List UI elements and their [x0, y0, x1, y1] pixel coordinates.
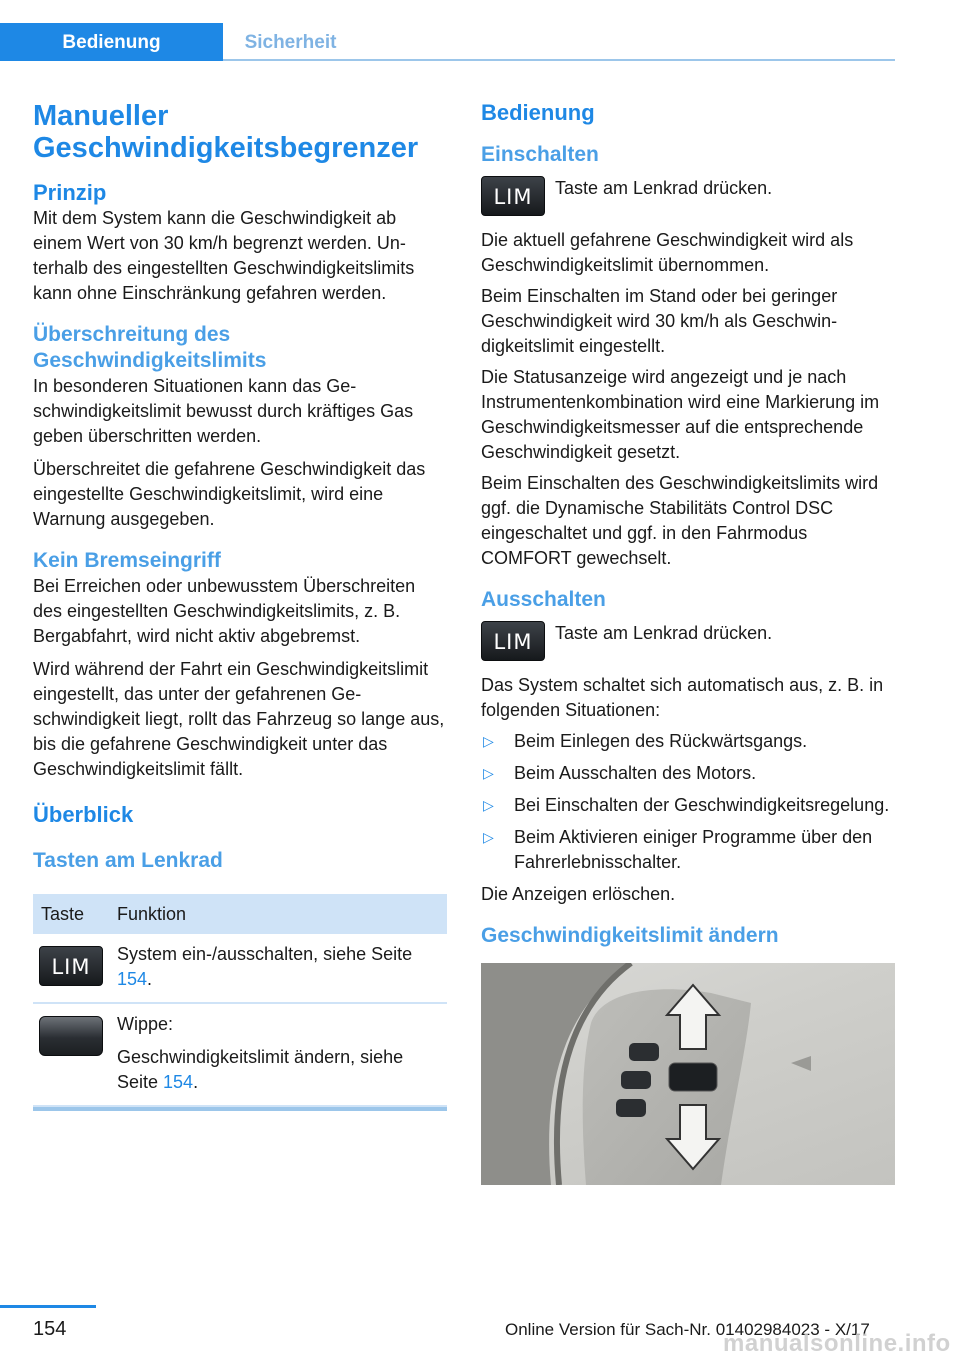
bullet-triangle-icon: ▷: [483, 733, 494, 749]
table-row: [33, 934, 447, 1004]
bullet-triangle-icon: ▷: [483, 765, 494, 781]
ausschalten-key-text: Taste am Lenkrad drücken.: [555, 623, 773, 643]
einschalten-text-1: Die aktuell gefahrene Geschwindigkeit wird als Geschwindigkeitslimit übernommen.: [481, 230, 854, 275]
bullet-triangle-icon: ▷: [483, 797, 494, 813]
page-title: [33, 100, 447, 164]
page-number: 154: [33, 1318, 67, 1340]
page-title-line2: Geschwindigkeitsbegrenzer: [33, 132, 419, 164]
tab-sicherheit[interactable]: Sicherheit: [244, 32, 337, 53]
ueberschreitung-text-1: In besonderen Situationen kann das Geschwindigkeitslimit bewusst durch kräftiges Gas geben überschritten werden.: [33, 376, 414, 446]
heading-einschalten: Einschalten: [481, 143, 599, 166]
table-row: [33, 1004, 447, 1107]
einschalten-text-3: Die Statusanzeige wird angezeigt und je nach Instrumentenkombination wird eine Markierung im Geschwindigkeitsmesser auf die entsprechende Geschwindigkeit gesetzt.: [481, 367, 880, 462]
prinzip-text: Mit dem System kann die Geschwindigkeit ab einem Wert von 30 km/h begrenzt werden. Unterhalb des eingestellten Geschwindigkeitslimits kann ohne Einschränkung gefahren werden.: [33, 208, 415, 303]
heading-prinzip: Prinzip: [33, 180, 107, 205]
row2-text-2: Geschwindigkeitslimit ändern, siehe Seite: [117, 1047, 404, 1092]
heading-ueberschreitung: [33, 322, 447, 374]
einschalten-text-4: Beim Einschalten des Geschwindigkeitslimits wird ggf. die Dynamische Stabilitäts Control DSC eingeschaltet und ggf. in den Fahrmodus COMFORT gewechselt.: [481, 473, 879, 568]
wheel-button-icon: [629, 1043, 659, 1061]
right-column: [481, 100, 895, 1185]
heading-ueberschreitung-line2: Geschwindigkeitslimits: [33, 349, 267, 372]
list-item-text: Beim Einlegen des Rückwärtsgangs.: [514, 731, 808, 751]
watermark: manualsonline.info: [723, 1330, 951, 1357]
table-header: [33, 894, 447, 934]
chapter-tabs: [0, 23, 895, 63]
heading-ueberschreitung-line1: Überschreitung des: [33, 323, 231, 346]
list-item-text: Beim Ausschalten des Motors.: [514, 763, 757, 783]
page-link-154[interactable]: 154: [163, 1072, 194, 1092]
list-item: [481, 793, 895, 818]
lim-button-icon: LIM: [481, 176, 545, 216]
heading-limit-aendern: Geschwindigkeitslimit ändern: [481, 924, 779, 947]
horn-icon: [791, 1056, 811, 1071]
row1-end: .: [147, 969, 153, 989]
heading-kein-bremseingriff: Kein Bremseingriff: [33, 549, 221, 572]
heading-ausschalten: Ausschalten: [481, 588, 606, 611]
row2-text-2-wrap: [117, 1045, 447, 1095]
table-cell-function: [117, 942, 447, 992]
ausschalten-text-1: Das System schaltet sich automatisch aus, z. B. in folgenden Situationen:: [481, 675, 884, 720]
einschalten-key-row: [481, 176, 895, 216]
wheel-button-icon: [621, 1071, 651, 1089]
table-cell-function: [117, 1012, 447, 1095]
page-link-154[interactable]: 154: [117, 969, 148, 989]
table-cell-key: [33, 1012, 117, 1095]
left-column: [33, 100, 447, 1111]
wheel-button-icon: [616, 1099, 646, 1117]
heading-ueberblick: Überblick: [33, 802, 134, 827]
row2-text-1: Wippe:: [117, 1014, 174, 1034]
online-version-text: Online Version für Sach-Nr. 01402984023 - X/17: [505, 1320, 870, 1339]
list-item-text: Bei Einschalten der Geschwindigkeitsregelung.: [514, 795, 890, 815]
footer-rule: [0, 1305, 96, 1308]
bullet-triangle-icon: ▷: [483, 829, 494, 845]
heading-tasten-am-lenkrad: Tasten am Lenkrad: [33, 849, 223, 872]
list-item: [481, 729, 895, 754]
table-header-taste: Taste: [41, 903, 85, 924]
rocker-switch-icon: [669, 1063, 717, 1091]
list-item-text: Beim Aktivieren einiger Programme über den Fahrerlebnisschalter.: [514, 827, 873, 872]
lim-button-icon: LIM: [39, 946, 103, 986]
bremse-text-2: Wird während der Fahrt ein Geschwindigkeitslimit eingestellt, das unter der gefahrenen Geschwindigkeit liegt, rollt das Fahrzeug so lange aus, bis die gefahrene Geschwindigkeit unter das Geschwindigkeitslimit fällt.: [33, 659, 445, 779]
bremse-text-1: Bei Erreichen oder unbewusstem Überschreiten des eingestellten Geschwindigkeitslimits, z. B. Bergabfahrt, wird nicht aktiv abgebremst.: [33, 576, 416, 646]
keys-table: [33, 894, 447, 1111]
einschalten-text-2: Beim Einschalten im Stand oder bei geringer Geschwindigkeit wird 30 km/h als Geschwindigkeitslimit eingestellt.: [481, 286, 838, 356]
tab-divider: [223, 59, 895, 61]
table-cell-key: [33, 942, 117, 992]
rocker-switch-icon: [39, 1016, 103, 1056]
row1-text: System ein-/ausschalten, siehe Seite: [117, 944, 413, 964]
heading-bedienung: Bedienung: [481, 100, 595, 125]
lim-button-icon: LIM: [481, 621, 545, 661]
einschalten-key-text: Taste am Lenkrad drücken.: [555, 178, 773, 198]
steering-wheel-illustration: [481, 963, 895, 1185]
steering-wheel-photo: [481, 963, 895, 1185]
row2-end: .: [193, 1072, 199, 1092]
page-title-line1: Manueller: [33, 100, 169, 132]
ausschalten-key-row: [481, 621, 895, 661]
tab-bedienung[interactable]: Bedienung: [0, 23, 223, 61]
table-header-funktion: Funktion: [117, 903, 187, 924]
ausschalten-list: [481, 729, 895, 875]
ueberschreitung-text-2: Überschreitet die gefahrene Geschwindigkeit das eingestellte Geschwindigkeitslimit, wird eine Warnung ausgegeben.: [33, 459, 426, 529]
list-item: [481, 761, 895, 786]
spoke-panel: [583, 989, 751, 1185]
list-item: [481, 825, 895, 875]
table-bottom-rule: [33, 1107, 447, 1111]
ausschalten-text-2: Die Anzeigen erlöschen.: [481, 884, 676, 904]
